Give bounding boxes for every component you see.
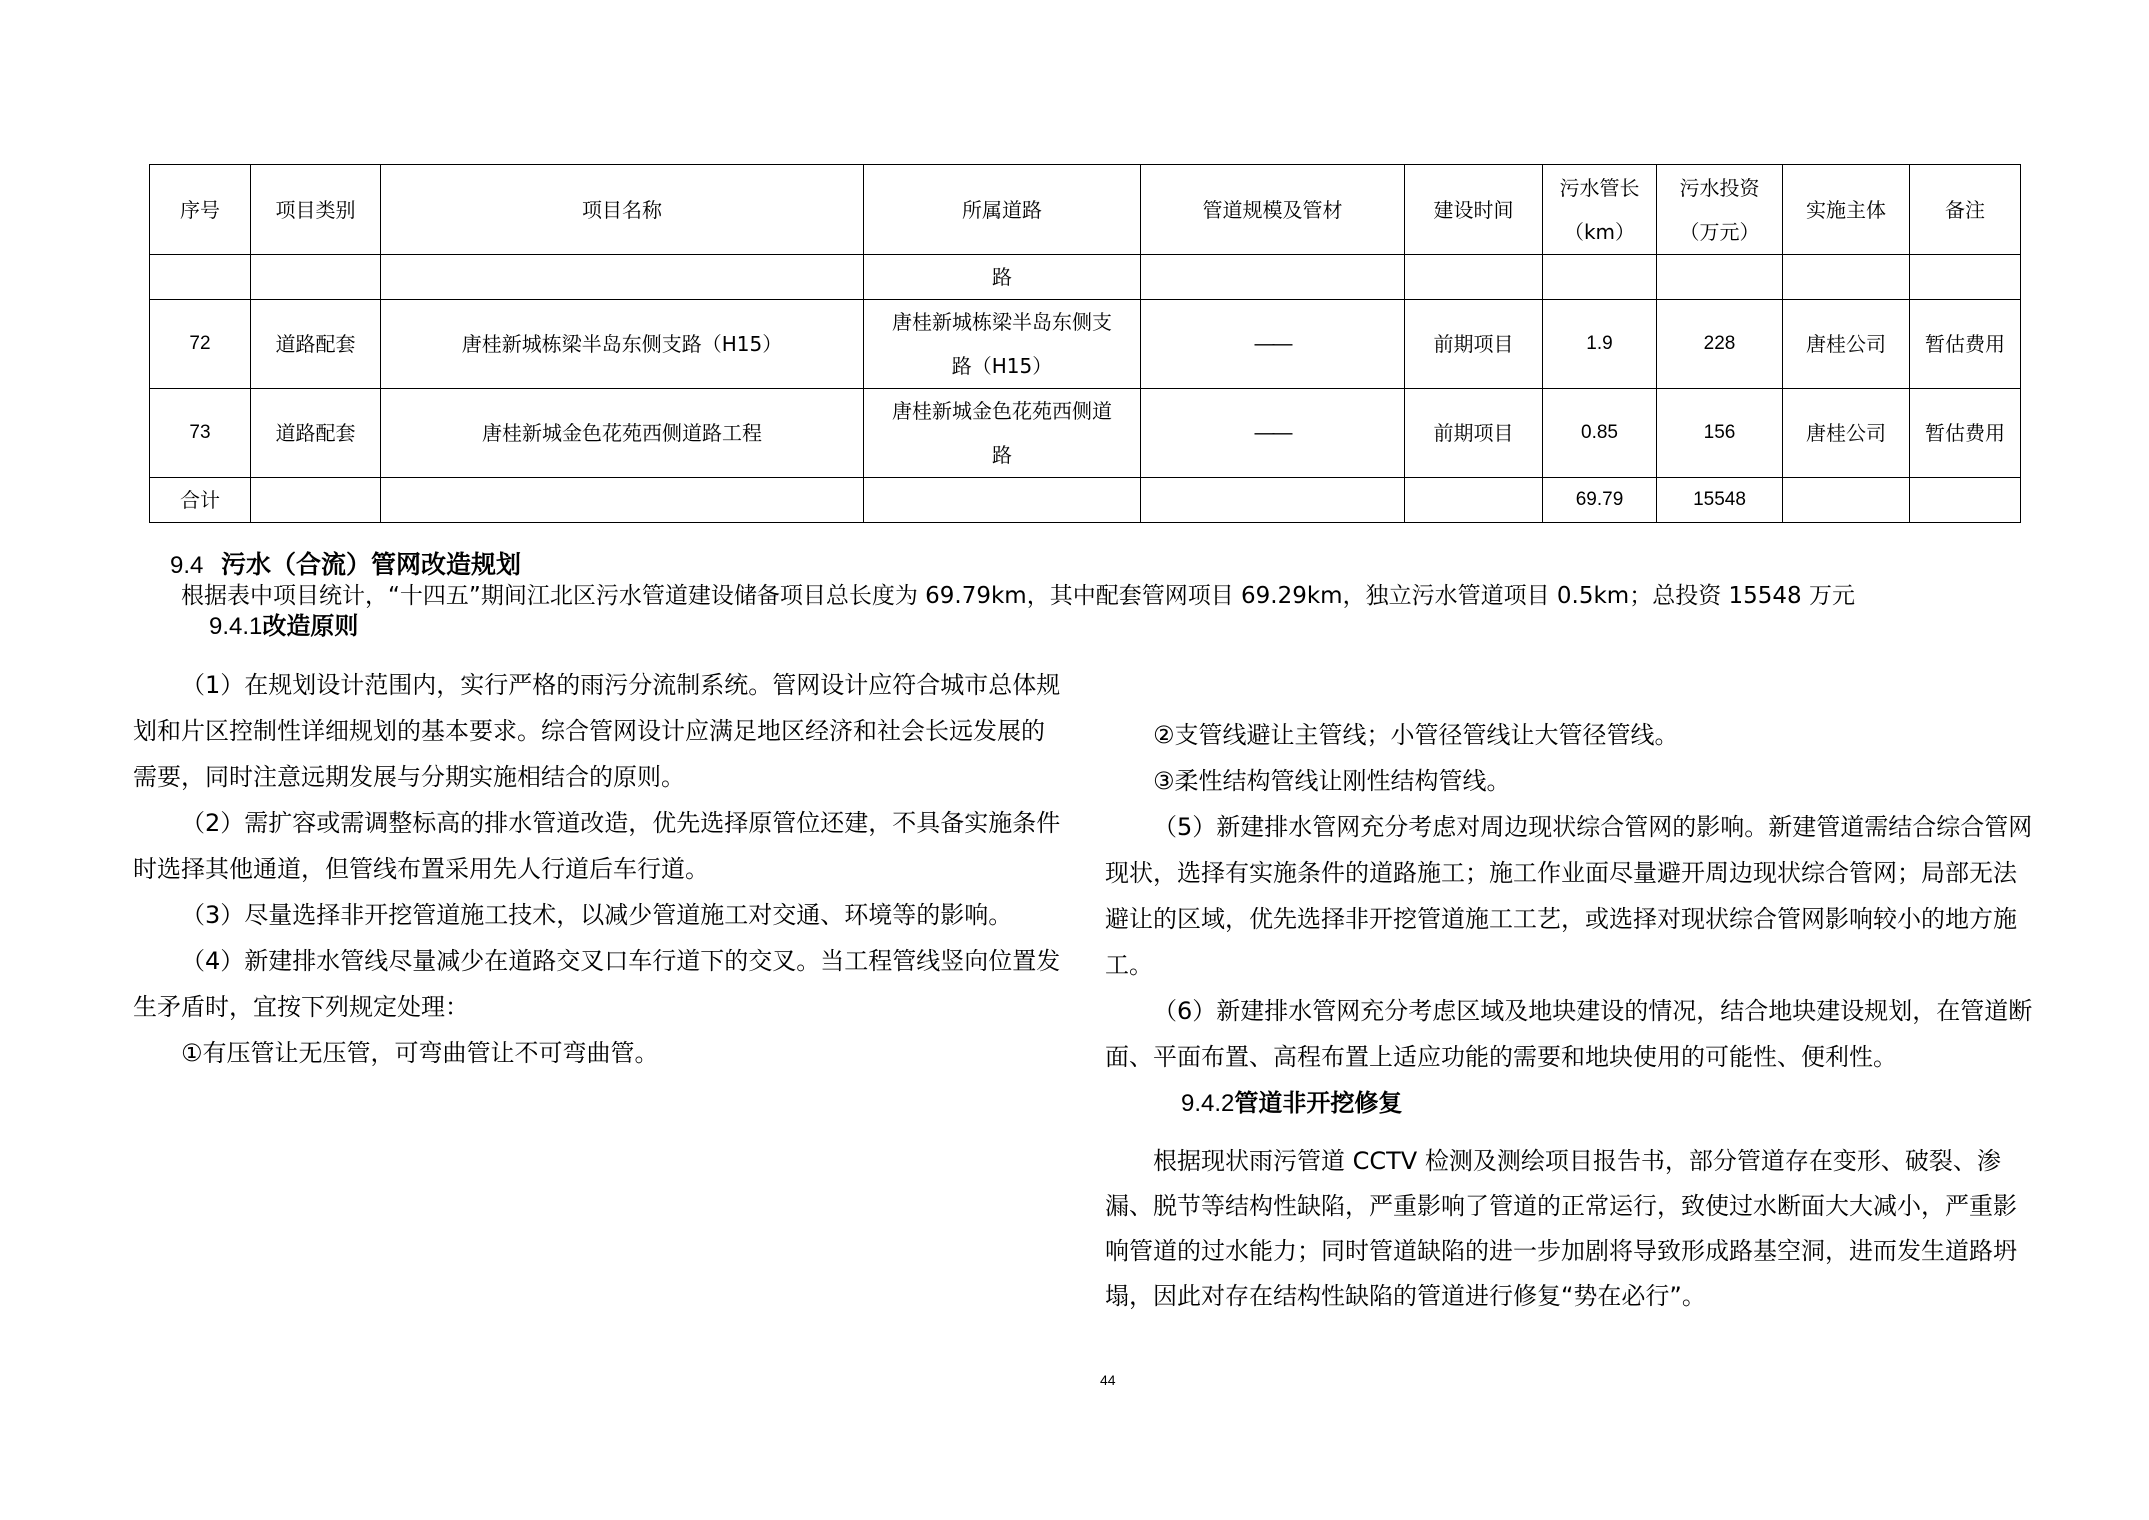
table-row: [150, 300, 2021, 389]
table-header-row: [150, 165, 2021, 255]
header-cell: 污水管长 （km）: [1543, 165, 1657, 255]
repair-paragraph: 根据现状雨污管道 CCTV 检测及测绘项目报告书，部分管道存在变形、破裂、渗漏、脱节等结构性缺陷，严重影响了管道的正常运行，致使过水断面大大减小，严重影响管道的过水能力；同时管道缺陷的进一步加剧将导致形成路基空洞，进而发生道路坍塌，因此对存在结构性缺陷的管道进行修复“势在必行”。: [1105, 1147, 2017, 1310]
header-cell: 管道规模及管材: [1141, 165, 1405, 255]
table-row: [150, 255, 2021, 300]
table-row: [150, 389, 2021, 478]
principle-paragraph: （3）尽量选择非开挖管道施工技术，以减少管道施工对交通、环境等的影响。: [181, 901, 1013, 929]
table-cell: 72: [150, 300, 251, 389]
table-cell: 唐桂新城金色花苑西侧道路工程: [381, 389, 864, 478]
table-cell: 道路配套: [251, 300, 381, 389]
table-total-row: [150, 478, 2021, 523]
rule-paragraph: ②支管线避让主管线；小管径管线让大管径管线。: [1153, 721, 1679, 749]
header-cell: 项目名称: [381, 165, 864, 255]
total-length: 69.79: [1543, 478, 1657, 523]
rule-paragraph: （5）新建排水管网充分考虑对周边现状综合管网的影响。新建管道需结合综合管网现状，选择有实施条件的道路施工；施工作业面尽量避开周边现状综合管网；局部无法避让的区域，优先选择非开挖管道施工工艺，或选择对现状综合管网影响较小的地方施工。: [1105, 813, 2033, 979]
total-label: 合计: [150, 478, 251, 523]
table-cell: 路: [864, 255, 1141, 300]
principle-paragraph: （2）需扩容或需调整标高的排水管道改造，优先选择原管位还建，不具备实施条件时选择其他通道，但管线布置采用先人行道后车行道。: [133, 809, 1061, 883]
table-cell: 唐桂新城栋梁半岛东侧支 路（H15）: [864, 300, 1141, 389]
table-cell: 156: [1657, 389, 1783, 478]
table-cell: 唐桂新城栋梁半岛东侧支路（H15）: [381, 300, 864, 389]
table-cell: 唐桂公司: [1783, 300, 1910, 389]
table-cell: 0.85: [1543, 389, 1657, 478]
table-cell: 73: [150, 389, 251, 478]
subsection-heading: 9.4.2管道非开挖修复: [1181, 1089, 1403, 1117]
table-cell: ——: [1141, 389, 1405, 478]
table-cell: 暂估费用: [1910, 389, 2021, 478]
table-cell: 228: [1657, 300, 1783, 389]
rule-paragraph: （6）新建排水管网充分考虑区域及地块建设的情况，结合地块建设规划，在管道断面、平面布置、高程布置上适应功能的需要和地块使用的可能性、便利性。: [1105, 997, 2033, 1071]
table-cell: 唐桂新城金色花苑西侧道 路: [864, 389, 1141, 478]
header-cell: 所属道路: [864, 165, 1141, 255]
principle-paragraph: （4）新建排水管线尽量减少在道路交叉口车行道下的交叉。当工程管线竖向位置发生矛盾时，宜按下列规定处理：: [133, 947, 1061, 1021]
table-cell: 道路配套: [251, 389, 381, 478]
summary-paragraph: 根据表中项目统计，“十四五”期间江北区污水管道建设储备项目总长度为 69.79km，其中配套管网项目 69.29km，独立污水管道项目 0.5km；总投资 15548 万元: [181, 583, 1855, 609]
header-cell: 实施主体: [1783, 165, 1910, 255]
table-cell: 1.9: [1543, 300, 1657, 389]
project-table: [149, 164, 2021, 523]
right-column: [1105, 712, 2038, 1319]
table-cell: 唐桂公司: [1783, 389, 1910, 478]
header-cell: 建设时间: [1405, 165, 1543, 255]
header-cell: 序号: [150, 165, 251, 255]
table-cell: 暂估费用: [1910, 300, 2021, 389]
table-cell: 前期项目: [1405, 389, 1543, 478]
total-invest: 15548: [1657, 478, 1783, 523]
header-cell: 项目类别: [251, 165, 381, 255]
subsection-heading: 9.4.1改造原则: [209, 612, 359, 640]
header-cell: 污水投资 （万元）: [1657, 165, 1783, 255]
left-column: [133, 532, 1066, 1076]
table-cell: 前期项目: [1405, 300, 1543, 389]
table-cell: ——: [1141, 300, 1405, 389]
principle-paragraph: （1）在规划设计范围内，实行严格的雨污分流制系统。管网设计应符合城市总体规划和片区控制性详细规划的基本要求。综合管网设计应满足地区经济和社会长远发展的需要，同时注意远期发展与分期实施相结合的原则。: [133, 671, 1061, 791]
header-cell: 备注: [1910, 165, 2021, 255]
principle-paragraph: ①有压管让无压管，可弯曲管让不可弯曲管。: [181, 1039, 659, 1067]
section-heading: 9.4 污水（合流）管网改造规划: [170, 550, 522, 579]
rule-paragraph: ③柔性结构管线让刚性结构管线。: [1153, 767, 1511, 795]
page-number: 44: [1100, 1372, 1116, 1388]
